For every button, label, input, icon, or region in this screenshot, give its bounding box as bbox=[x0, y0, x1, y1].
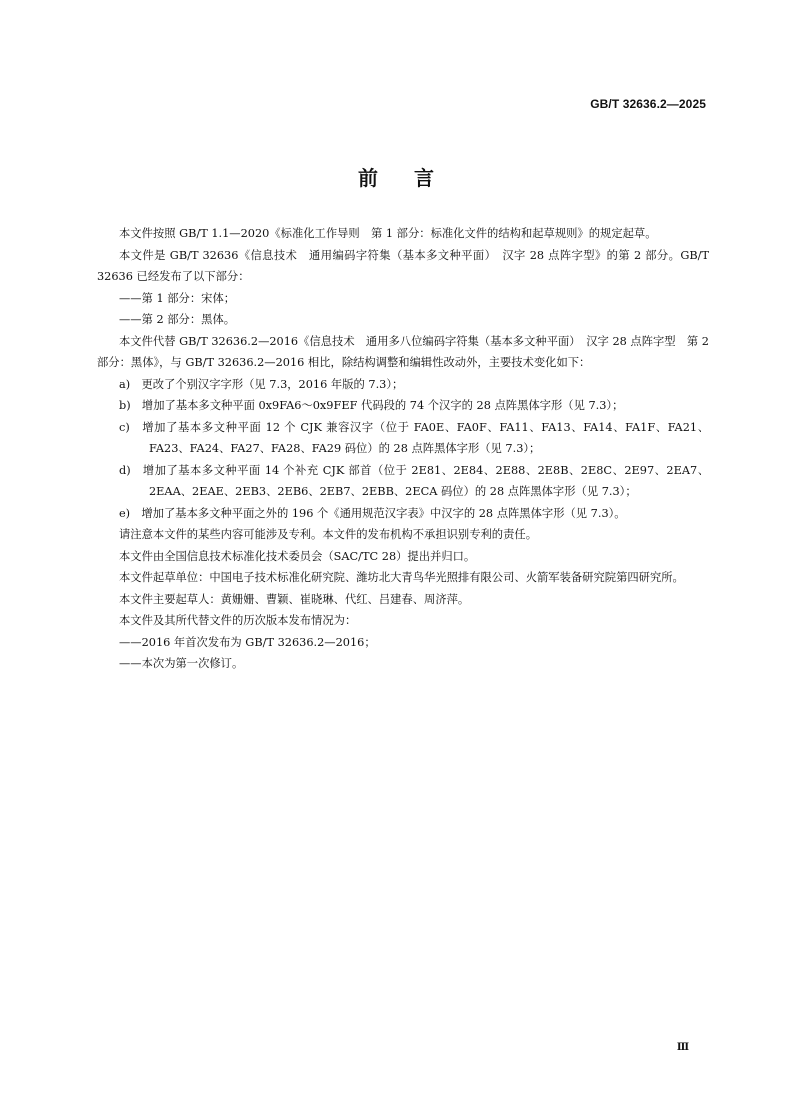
change-item-d: d) 增加了基本多文种平面 14 个补充 CJK 部首（位于 2E81、2E84、2E88、2E8B、2E8C、2E97、2EA7、2EAA、2EAE、2EB3、2EB6、2EB7、2EBB、2ECA 码位）的 28 点阵黑体字形（见 7.3）； bbox=[119, 463, 709, 498]
paragraph-drafting-rules: 本文件按照 GB/T 1.1—2020《标准化工作导则 第 1 部分：标准化文件的结构和起草规则》的规定起草。 bbox=[119, 227, 657, 240]
list-item-part-1: ——第 1 部分：宋体； bbox=[119, 291, 236, 305]
list-item-part-2: ——第 2 部分：黑体。 bbox=[119, 313, 236, 326]
paragraph-drafting-units: 本文件起草单位：中国电子技术标准化研究院、潍坊北大青鸟华光照排有限公司、火箭军装备研究院第四研究所。 bbox=[119, 571, 684, 584]
paragraph-replacement: 本文件代替 GB/T 32636.2—2016《信息技术 通用多八位编码字符集（基本多文种平面） 汉字 28 点阵字型 第 2 部分：黑体》，与 GB/T 32636.2—2016 相比，除结构调整和编辑性改动外，主要技术变化如下： bbox=[97, 334, 709, 369]
foreword-body bbox=[97, 223, 709, 675]
paragraph-series-intro: 本文件是 GB/T 32636《信息技术 通用编码字符集（基本多文种平面） 汉字 28 点阵字型》的第 2 部分。GB/T 32636 已经发布了以下部分： bbox=[97, 248, 709, 283]
change-item-b: b) 增加了基本多文种平面 0x9FA6～0x9FEF 代码段的 74 个汉字的 28 点阵黑体字形（见 7.3）； bbox=[119, 399, 624, 412]
page-title: 前言 bbox=[358, 166, 470, 190]
change-item-a: a) 更改了个别汉字字形（见 7.3，2016 年版的 7.3）； bbox=[119, 377, 404, 391]
list-item-first-release: ——2016 年首次发布为 GB/T 32636.2—2016； bbox=[119, 635, 376, 649]
list-item-revision: ——本次为第一次修订。 bbox=[119, 657, 244, 670]
change-item-e: e) 增加了基本多文种平面之外的 196 个《通用规范汉字表》中汉字的 28 点阵黑体字形（见 7.3）。 bbox=[119, 506, 626, 520]
page-number: Ⅲ bbox=[676, 1042, 689, 1053]
paragraph-proposer: 本文件由全国信息技术标准化技术委员会（SAC/TC 28）提出并归口。 bbox=[119, 549, 476, 563]
paragraph-drafters: 本文件主要起草人：黄姗姗、曹颖、崔晓琳、代红、吕建春、周济萍。 bbox=[119, 592, 470, 606]
paragraph-patent-notice: 请注意本文件的某些内容可能涉及专利。本文件的发布机构不承担识别专利的责任。 bbox=[119, 528, 537, 541]
paragraph-version-history: 本文件及其所代替文件的历次版本发布情况为： bbox=[119, 614, 357, 627]
change-item-c: c) 增加了基本多文种平面 12 个 CJK 兼容汉字（位于 FA0E、FA0F、FA11、FA13、FA14、FA1F、FA21、FA23、FA24、FA27、FA28、FA29 码位）的 28 点阵黑体字形（见 7.3）； bbox=[119, 420, 709, 455]
standard-number: GB/T 32636.2—2025 bbox=[590, 97, 706, 111]
